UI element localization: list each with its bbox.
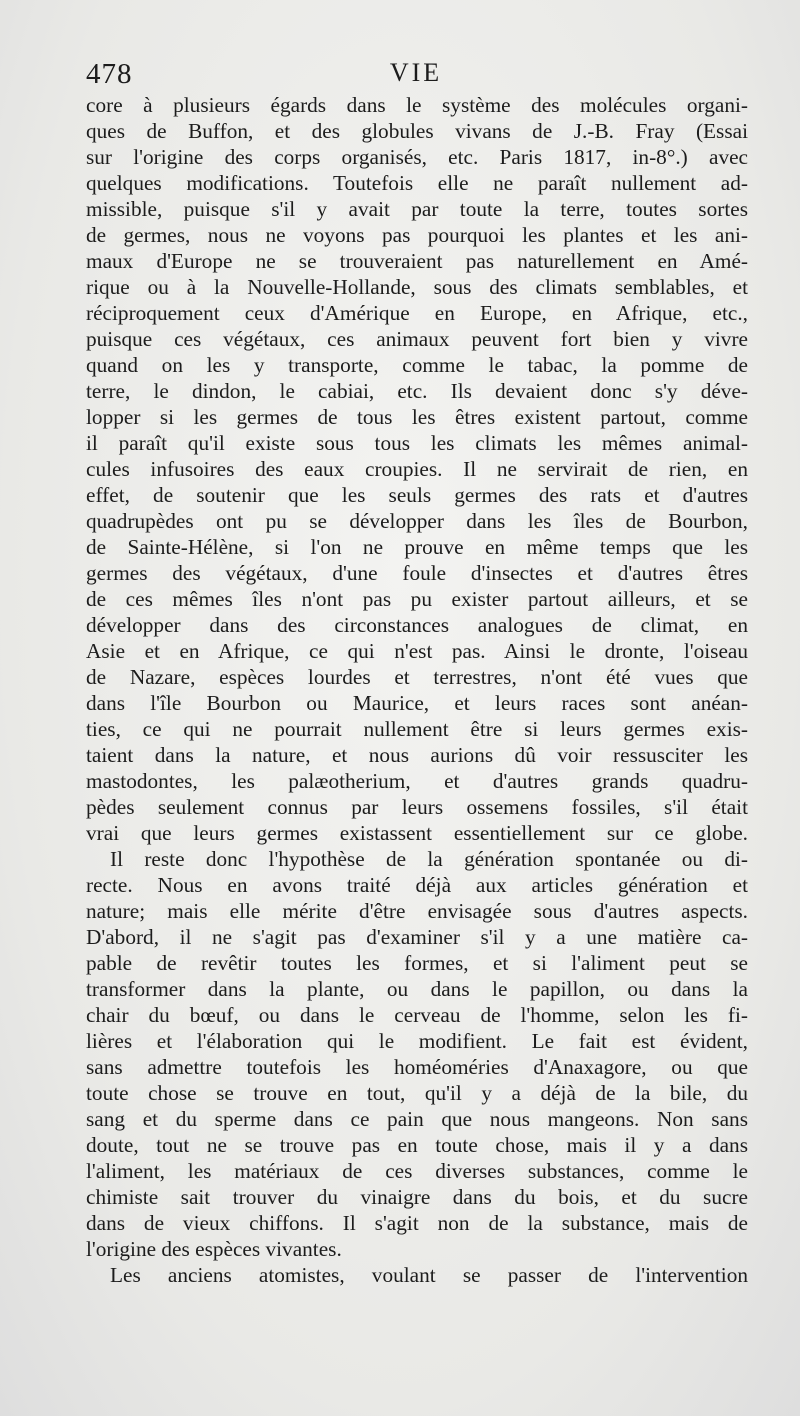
text-line: rique ou à la Nouvelle-Hollande, sous des climats semblables, et	[86, 275, 748, 299]
text-line: de Sainte-Hélène, si l'on ne prouve en même temps que les	[86, 535, 748, 559]
text-line: core à plusieurs égards dans le système des molécules organi-	[86, 93, 748, 117]
body-text	[86, 92, 748, 1288]
text-line: quadrupèdes ont pu se développer dans les îles de Bourbon,	[86, 509, 748, 533]
text-line: l'origine des espèces vivantes.	[86, 1237, 342, 1261]
text-line: D'abord, il ne s'agit pas d'examiner s'il y a une matière ca-	[86, 925, 748, 949]
text-line: toute chose se trouve en tout, qu'il y a déjà de la bile, du	[86, 1081, 748, 1105]
text-line: sans admettre toutefois les homéoméries d'Anaxagore, ou que	[86, 1055, 748, 1079]
text-line: chimiste sait trouver du vinaigre dans du bois, et du sucre	[86, 1185, 748, 1209]
text-line: réciproquement ceux d'Amérique en Europe, en Afrique, etc.,	[86, 301, 748, 325]
text-line: de germes, nous ne voyons pas pourquoi les plantes et les ani-	[86, 223, 748, 247]
text-line: Asie et en Afrique, ce qui n'est pas. Ainsi le dronte, l'oiseau	[86, 639, 748, 663]
text-line: quand on les y transporte, comme le tabac, la pomme de	[86, 353, 748, 377]
text-line: lopper si les germes de tous les êtres existent partout, comme	[86, 405, 748, 429]
text-line: nature; mais elle mérite d'être envisagée sous d'autres aspects.	[86, 899, 748, 923]
text-line: développer dans des circonstances analogues de climat, en	[86, 613, 748, 637]
text-line: transformer dans la plante, ou dans le papillon, ou dans la	[86, 977, 748, 1001]
text-line: doute, tout ne se trouve pas en toute chose, mais il y a dans	[86, 1133, 748, 1157]
text-line: de ces mêmes îles n'ont pas pu exister partout ailleurs, et se	[86, 587, 748, 611]
text-line: puisque ces végétaux, ces animaux peuvent fort bien y vivre	[86, 327, 748, 351]
running-title: VIE	[389, 58, 443, 87]
text-line: cules infusoires des eaux croupies. Il ne servirait de rien, en	[86, 457, 748, 481]
text-line: effet, de soutenir que les seuls germes des rats et d'autres	[86, 483, 748, 507]
text-line: germes des végétaux, d'une foule d'insectes et d'autres êtres	[86, 561, 748, 585]
text-line: recte. Nous en avons traité déjà aux articles génération et	[86, 873, 748, 897]
text-line: vrai que leurs germes existassent essentiellement sur ce globe.	[86, 821, 748, 845]
text-line: quelques modifications. Toutefois elle ne paraît nullement ad-	[86, 171, 748, 195]
text-line: de Nazare, espèces lourdes et terrestres, n'ont été vues que	[86, 665, 748, 689]
text-line: missible, puisque s'il y avait par toute la terre, toutes sortes	[86, 197, 748, 221]
text-line: terre, le dindon, le cabiai, etc. Ils devaient donc s'y déve-	[86, 379, 748, 403]
text-line: mastodontes, les palæotherium, et d'autres grands quadru-	[86, 769, 748, 793]
text-line: ties, ce qui ne pourrait nullement être si leurs germes exis-	[86, 717, 748, 741]
text-line: ques de Buffon, et des globules vivans de J.-B. Fray (Essai	[86, 119, 748, 143]
text-line: sur l'origine des corps organisés, etc. Paris 1817, in-8°.) avec	[86, 145, 748, 169]
text-line: pable de revêtir toutes les formes, et si l'aliment peut se	[86, 951, 748, 975]
text-line: dans l'île Bourbon ou Maurice, et leurs races sont anéan-	[86, 691, 748, 715]
text-line: sang et du sperme dans ce pain que nous mangeons. Non sans	[86, 1107, 748, 1131]
text-line: il paraît qu'il existe sous tous les climats les mêmes animal-	[86, 431, 748, 455]
page-header	[86, 58, 746, 94]
text-line: chair du bœuf, ou dans le cerveau de l'homme, selon les fi-	[86, 1003, 748, 1027]
text-line: Il reste donc l'hypothèse de la génération spontanée ou di-	[110, 847, 748, 871]
text-line: taient dans la nature, et nous aurions dû voir ressusciter les	[86, 743, 748, 767]
text-line: dans de vieux chiffons. Il s'agit non de la substance, mais de	[86, 1211, 748, 1235]
text-line: lières et l'élaboration qui le modifient. Le fait est évident,	[86, 1029, 748, 1053]
page-number: 478	[86, 58, 133, 90]
text-line: Les anciens atomistes, voulant se passer de l'intervention	[110, 1263, 748, 1287]
text-line: maux d'Europe ne se trouveraient pas naturellement en Amé-	[86, 249, 748, 273]
text-line: l'aliment, les matériaux de ces diverses substances, comme le	[86, 1159, 748, 1183]
text-line: pèdes seulement connus par leurs ossemens fossiles, s'il était	[86, 795, 748, 819]
